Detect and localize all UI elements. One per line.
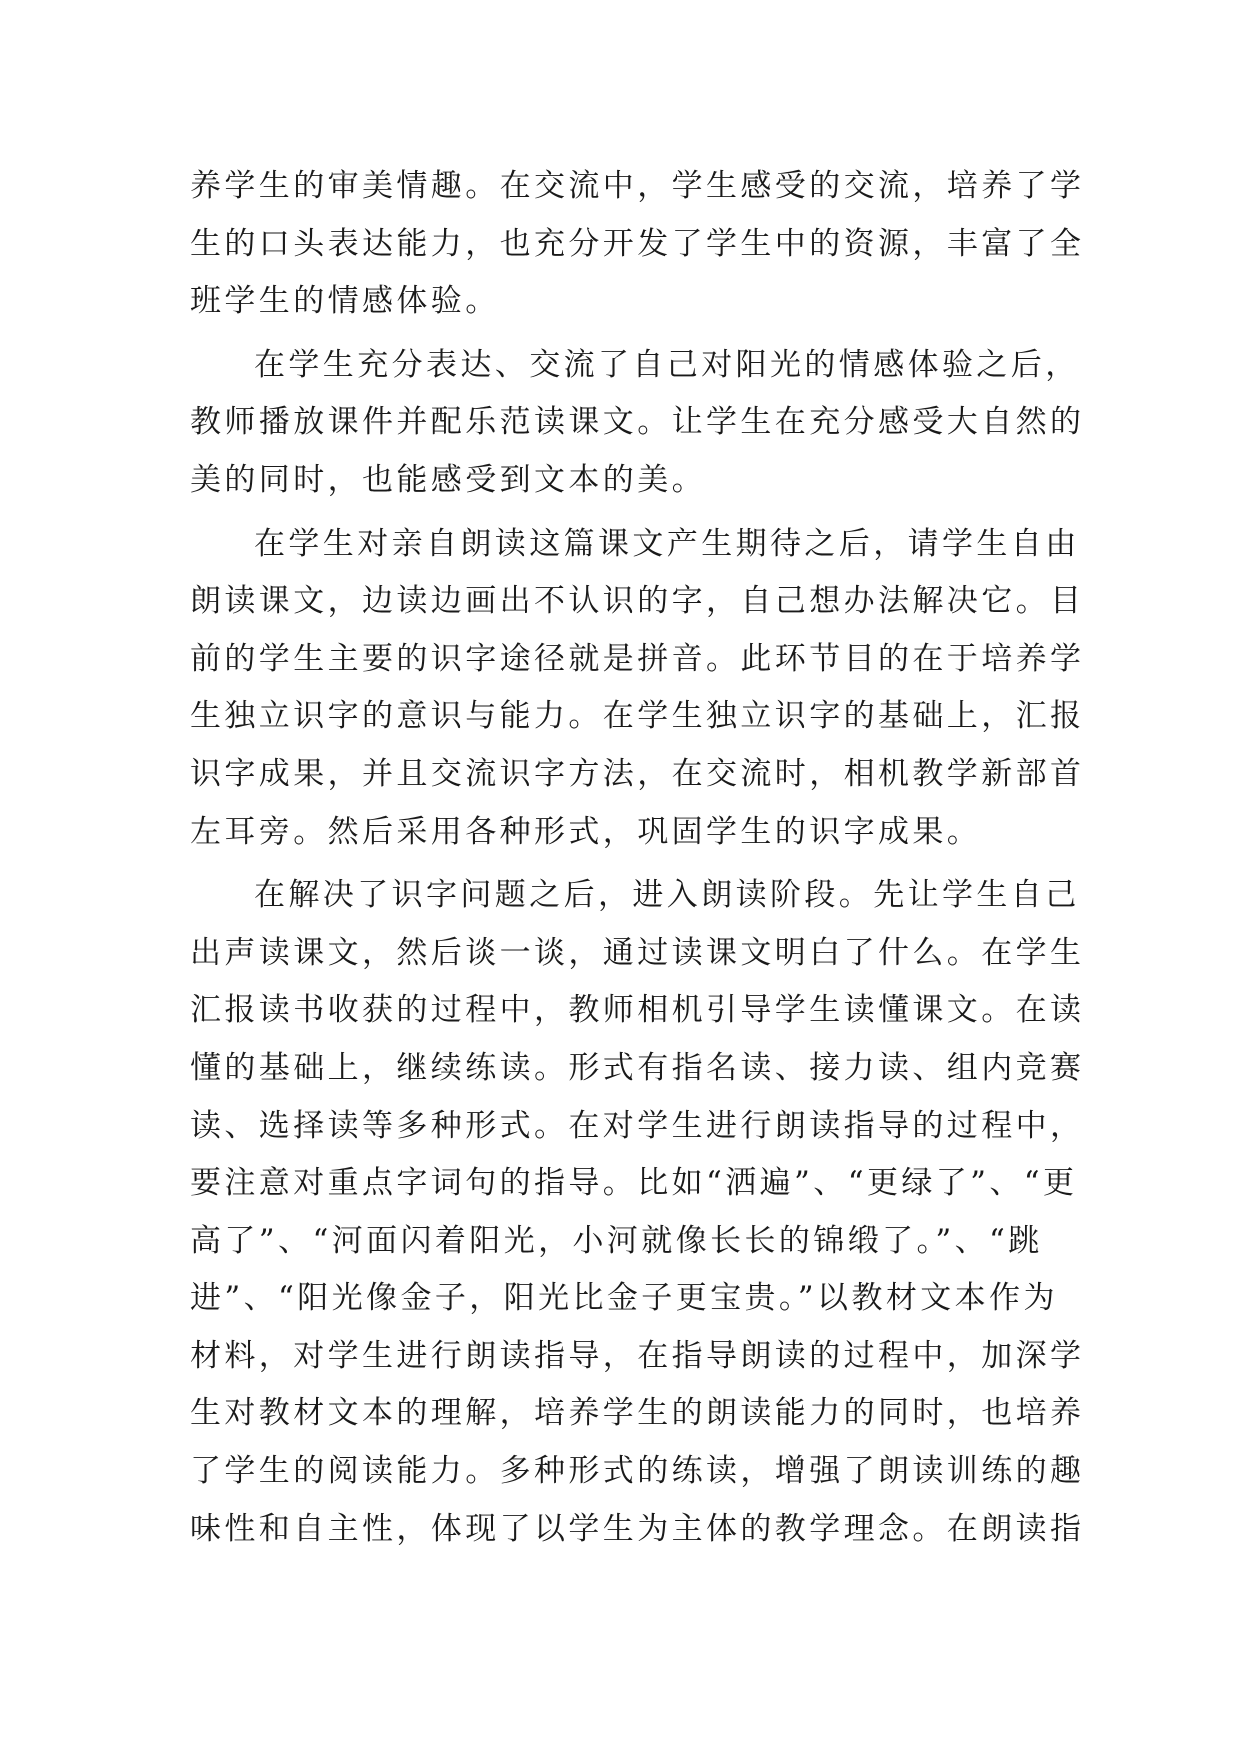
text-line: 前的学生主要的识字途径就是拼音。此环节目的在于培养学 (190, 640, 1085, 677)
text-line: 养学生的审美情趣。在交流中，学生感受的交流，培养了学 (190, 168, 1085, 204)
text-line: 懂的基础上，继续练读。形式有指名读、接力读、组内竞赛 (190, 1049, 1085, 1086)
text-line: 生的口头表达能力，也充分开发了学生中的资源，丰富了全 (190, 225, 1085, 262)
paragraph-first-line: 在学生对亲自朗读这篇课文产生期待之后，请学生自由 (254, 525, 1080, 562)
text-line: 左耳旁。然后采用各种形式，巩固学生的识字成果。 (190, 813, 982, 850)
text-line: 味性和自主性，体现了以学生为主体的教学理念。在朗读指 (190, 1510, 1085, 1547)
text-line: 教师播放课件并配乐范读课文。让学生在充分感受大自然的 (190, 404, 1085, 441)
text-line: 汇报读书收获的过程中，教师相机引导学生读懂课文。在读 (190, 992, 1085, 1029)
paragraph-first-line: 在学生充分表达、交流了自己对阳光的情感体验之后， (254, 346, 1080, 383)
text-line: 进”、“阳光像金子，阳光比金子更宝贵。”以教材文本作为 (190, 1280, 1058, 1317)
text-line: 了学生的阅读能力。多种形式的练读，增强了朗读训练的趣 (190, 1453, 1085, 1490)
text-line: 出声读课文，然后谈一谈，通过读课文明白了什么。在学生 (190, 934, 1085, 971)
document-body (190, 158, 1085, 1558)
paragraph-first-line: 在解决了识字问题之后，进入朗读阶段。先让学生自己 (254, 877, 1080, 914)
text-line: 高了”、“河面闪着阳光，小河就像长长的锦缎了。”、“跳 (190, 1222, 1043, 1259)
text-line: 美的同时，也能感受到文本的美。 (190, 461, 706, 498)
text-line: 生对教材文本的理解，培养学生的朗读能力的同时，也培养 (190, 1395, 1085, 1432)
text-line: 朗读课文，边读边画出不认识的字，自己想办法解决它。目 (190, 583, 1085, 620)
text-line: 班学生的情感体验。 (190, 283, 500, 320)
text-line: 材料，对学生进行朗读指导，在指导朗读的过程中，加深学 (190, 1337, 1085, 1374)
text-line: 读、选择读等多种形式。在对学生进行朗读指导的过程中， (190, 1107, 1085, 1144)
text-line: 识字成果，并且交流识字方法，在交流时，相机教学新部首 (190, 755, 1085, 792)
text-line: 生独立识字的意识与能力。在学生独立识字的基础上，汇报 (190, 698, 1085, 735)
text-line: 要注意对重点字词句的指导。比如“洒遍”、“更绿了”、“更 (190, 1165, 1078, 1202)
